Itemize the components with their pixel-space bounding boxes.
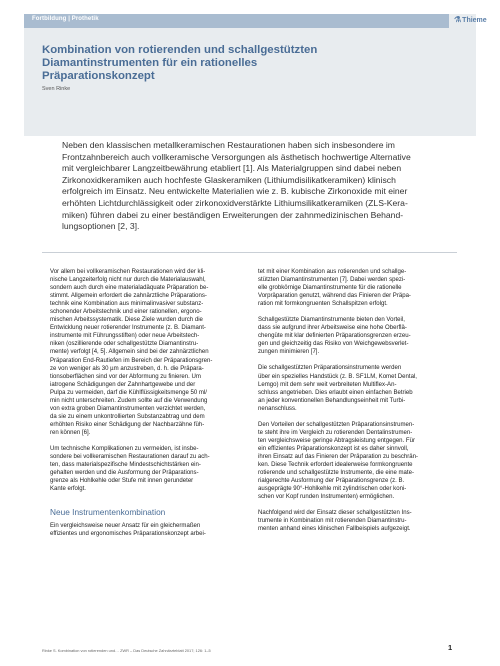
text-line: nenanschluss.: [258, 405, 297, 412]
text-line: ein effizientes Präparationskonzept ist es daher sinnvoll,: [258, 445, 409, 452]
text-line: instrumente mit Führungsstiften) oder neue Arbeitstech-: [50, 333, 200, 340]
text-line: ten vergleichsweise geringe Abtragsleistung entgegen. Für: [258, 437, 415, 444]
text-line: Schallgestützte Diamantinstrumente bieten den Vorteil,: [258, 317, 405, 324]
text-line: gehalten werden und die Ausformung der Präparations-: [50, 470, 199, 477]
text-line: tionsoberflächen sind vor der Abformung zu finieren. Um: [50, 373, 201, 380]
text-line: ausgeprägte 90°-Hohlkehle mit zylindrischen oder koni-: [258, 486, 407, 493]
article-title: [42, 44, 442, 83]
text-line: Kante erfolgt.: [50, 486, 86, 493]
text-line: ihren Einsatz auf das Finieren der Präparation zu beschrän-: [258, 453, 418, 460]
text-line: min nicht unterschreiten. Zudem sollte auf die Verwendung: [50, 397, 208, 404]
text-line: Nachfolgend wird der Einsatz dieser schallgestützten Ins-: [258, 510, 412, 517]
text-line: rotierende und schallgestützte Instrumente, die eine mate-: [258, 470, 414, 477]
text-line: schluss angetrieben. Dies erlaubt einen einfachen Betrieb: [258, 389, 413, 396]
text-line: ze von weniger als 30 µm anzustreben, d. h. die Präpara-: [50, 365, 204, 372]
title-line: Diamantinstrumenten für ein rationelles: [42, 57, 258, 69]
text-line: ken. Diese Technik erfordert idealerweise formkongruente: [258, 461, 413, 468]
body-paragraph: [258, 509, 458, 533]
text-line: menten anhand eines klinischen Fallbeispiels aufgezeigt.: [258, 526, 411, 533]
article-author: Sven Rinke: [42, 86, 71, 92]
abstract-line: erfolgreich im Einsatz. Neu entwickelte Materialien wie z. B. kubische Zirkonoxide mit einer: [62, 186, 408, 197]
text-line: über ein spezielles Handstück (z. B. SF1LM, Komet Dental,: [258, 373, 417, 380]
text-line: erhöhten Risiko einer Schädigung der Nachbarzähne füh-: [50, 421, 205, 428]
text-line: Den Vorteilen der schallgestützten Präparationsinstrumen-: [258, 421, 415, 428]
text-line: stimmt. Allgemein erfordert die zahnärztliche Präparations-: [50, 293, 207, 300]
text-line: Ein vergleichsweise neuer Ansatz für ein gleichermaßen: [50, 523, 201, 530]
rubric-bar: [24, 14, 449, 28]
rubric-label: Fortbildung | Prothetik: [32, 16, 99, 22]
text-line: Präparation End-Rautiefen im Bereich der Präparationsgren-: [50, 357, 213, 364]
section-heading: Neue Instrumentenkombination: [50, 507, 166, 518]
text-line: sondere bei vollkeramischen Restaurationen darauf zu ach-: [50, 454, 210, 461]
text-line: da sie zu einem unkontrollierten Substanzabtrag und dem: [50, 413, 205, 420]
text-line: Vor allem bei vollkeramischen Restaurationen wird der kli-: [50, 269, 206, 275]
body-paragraph: [50, 268, 250, 437]
text-line: elle grobkörnige Diamantinstrumente für die rationelle: [258, 285, 402, 292]
text-line: effizientes und ergonomisches Präparationskonzept arbei-: [50, 531, 206, 538]
text-line: Um technische Komplikationen zu vermeiden, ist insbe-: [50, 445, 199, 452]
publisher-name: Thieme: [462, 17, 487, 24]
body-paragraph: [258, 316, 458, 356]
text-line: ration mit formkongruenten Schallspitzen erfolgt.: [258, 301, 388, 308]
body-column-left: [50, 268, 250, 546]
text-line: Pulpa zu vermeiden, darf die Kühlflüssigkeitsmenge 50 ml/: [50, 389, 207, 396]
text-line: mischen Arbeitssystematik. Diese Ziele wurden durch die: [50, 317, 203, 324]
text-line: Entwicklung neuer rotierender Instrumente (z. B. Diamant-: [50, 325, 206, 332]
body-paragraph: [50, 445, 250, 493]
text-line: stützten Diamantinstrumenten [7]. Dabei werden spezi-: [258, 277, 406, 284]
abstract-line: Neben den klassischen metallkeramischen Restaurationen haben sich insbesondere im: [62, 140, 395, 150]
text-line: rialgerechte Ausformung der Präparationsgrenze (z. B.: [258, 478, 405, 485]
abstract-line: erhöhten Lichtdurchlässigkeit oder zirkonoxidverstärkte Lithiumsilikatkeramiken (ZLS-Kera-: [62, 197, 408, 208]
text-line: gen und gleichzeitig das Risiko von Weichgewebsverlet-: [258, 341, 409, 348]
publisher-logo: [454, 15, 487, 24]
text-line: iatrogene Schädigungen der Zahnhartgewebe und der: [50, 381, 196, 388]
body-paragraph: [258, 364, 458, 412]
text-line: chengüte mit klar definierten Präparationsgrenzen erzeu-: [258, 333, 411, 340]
text-line: Vorpräparation genutzt, während das Finieren der Präpa-: [258, 293, 411, 300]
text-line: technik eine Kombination aus minimalinvasiver substanz-: [50, 301, 204, 308]
abstract-line: lungsoptionen [2, 3].: [62, 221, 140, 232]
body-paragraph: [50, 522, 250, 538]
text-line: dass sie aufgrund ihrer Arbeitsweise eine hohe Oberflä-: [258, 325, 407, 332]
body-paragraph: [258, 421, 458, 501]
text-line: zungen minimieren [7].: [258, 349, 320, 356]
text-line: nische Langzeiterfolg nicht nur durch die Materialauswahl,: [50, 277, 206, 284]
text-line: an jeder konventionellen Behandlungseinheit mit Turbi-: [258, 397, 406, 404]
body-column-right: [258, 268, 458, 541]
text-line: Die schallgestützten Präparationsinstrumente werden: [258, 365, 402, 372]
text-line: ren können [6].: [50, 429, 91, 436]
text-line: trumente in Kombination mit rotierenden Diamantinstru-: [258, 518, 407, 525]
page-number: 1: [448, 643, 453, 652]
body-paragraph: [258, 268, 458, 308]
text-line: te steht ihre im Vergleich zu rotierenden Dentalinstrumen-: [258, 429, 413, 436]
text-line: von extra groben Diamantinstrumenten verzichtet werden,: [50, 405, 206, 412]
title-line: Präparationskonzept: [42, 70, 155, 82]
abstract-line: miken) führen dabei zu einer beständigen Erweiterungen der zahnmedizinischen Behand-: [62, 209, 404, 220]
text-line: grenze als Hohlkehle oder Stufe mit innen gerundeter: [50, 478, 194, 485]
abstract-line: Frontzahnbereich auch vollkeramische Versorgungen als ästhetisch hochwertige Alternative: [62, 151, 411, 162]
text-line: ten, dass materialspezifische Mindestschichtstärken ein-: [50, 462, 201, 469]
footer-citation: Rinke S. Kombination von rotierenden und… ZWR – Das Deutsche Zahnärzteblatt 2017; 126: 1–5: [42, 648, 211, 653]
abstract: [62, 140, 457, 233]
text-line: niken (oszillierende oder schallgestützte Diamantinstru-: [50, 341, 199, 348]
abstract-line: mit vergleichbarer Langzeitbewährung etabliert [1]. Als Materialgruppen sind dabei neben: [62, 163, 402, 174]
abstract-line: Zirkonoxidkeramiken auch hochfeste Glaskeramiken (Lithiumdisilikatkeramiken) klinisch: [62, 174, 396, 185]
text-line: schen vor Kopf runden Instrumenten) ermöglichen.: [258, 494, 395, 501]
title-line: Kombination von rotierenden und schallgestützten: [42, 44, 318, 56]
thieme-logo-icon: ⚗: [454, 15, 462, 24]
text-line: tet mit einer Kombination aus rotierenden und schallge-: [258, 269, 407, 275]
text-line: schonender Arbeitstechnik und einer rationellen, ergono-: [50, 309, 202, 316]
text-line: Lemgo) mit dem sehr weit verbreiteten Multiflex-An-: [258, 381, 397, 388]
text-line: sondern auch durch eine materialadäquate Präparation be-: [50, 285, 209, 292]
section-divider: [42, 252, 457, 253]
text-line: mente) verfolgt [4, 5]. Allgemein sind bei der zahnärztlichen: [50, 349, 209, 356]
